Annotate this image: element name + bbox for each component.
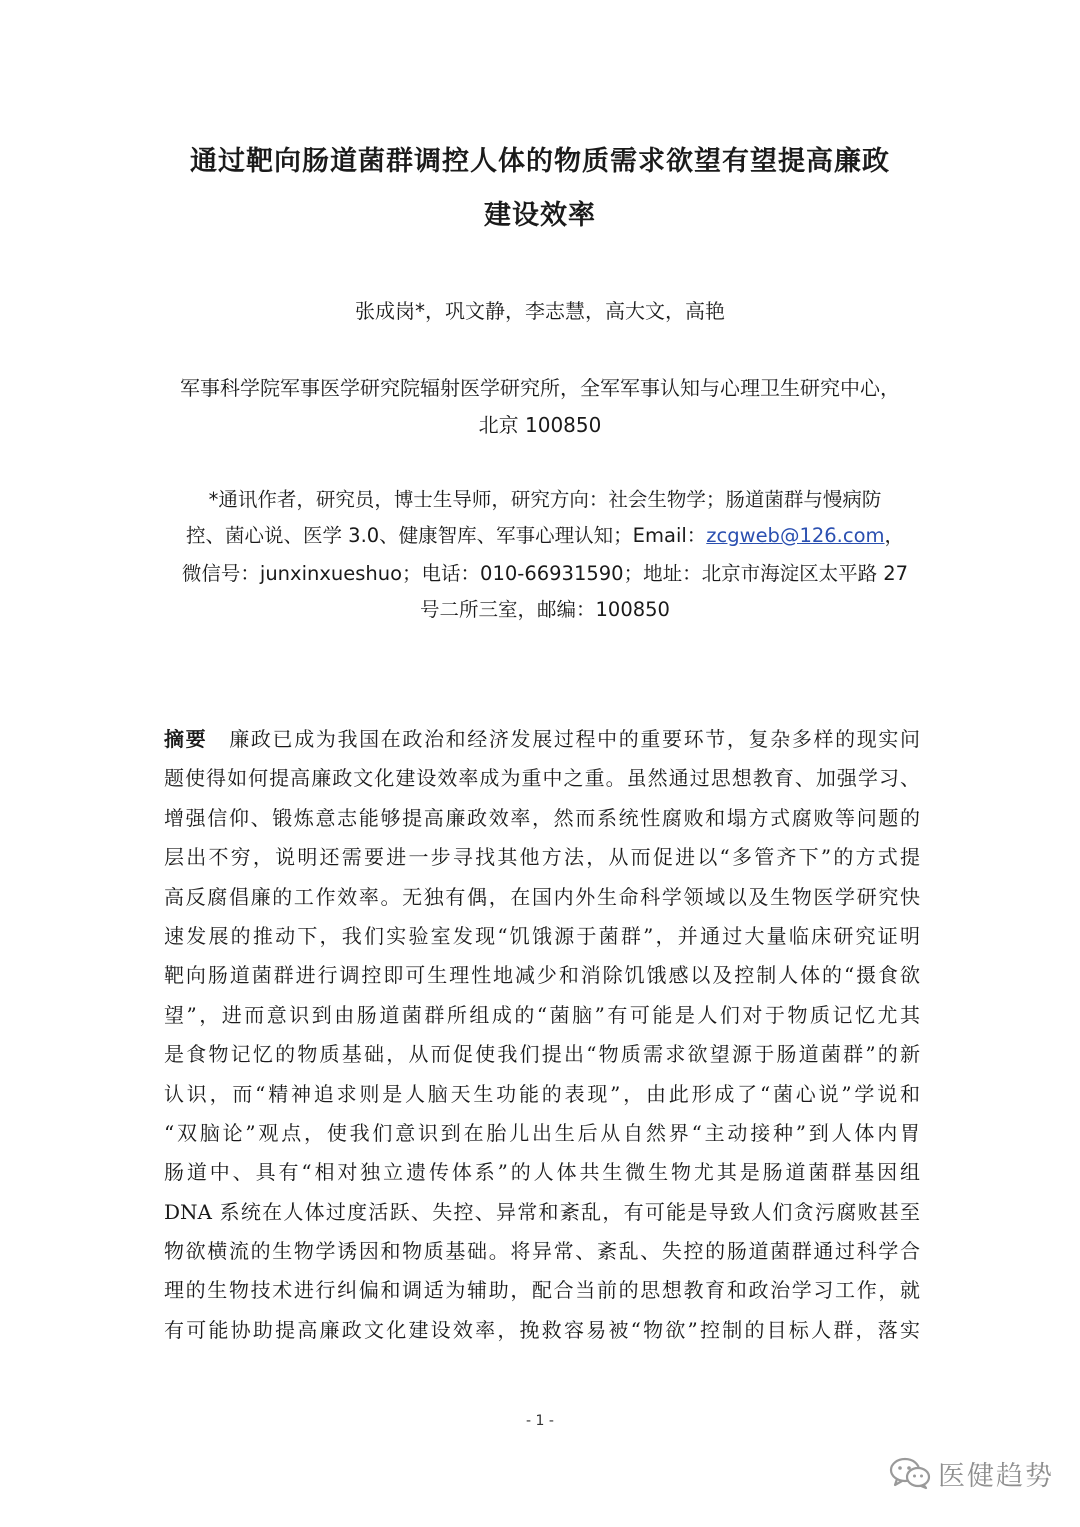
affiliation-line-1: 军事科学院军事医学研究院辐射医学研究所，全军军事认知与心理卫生研究中心， xyxy=(180,376,900,400)
author-list: 张成岗*，巩文静，李志慧，高大文，高艳 xyxy=(355,299,725,323)
abstract-line xyxy=(164,720,920,759)
abstract-line: 高反腐倡廉的工作效率。无独有偶，在国内外生命科学领域以及生物医学研究快 xyxy=(164,884,920,909)
corresponding-line-2-suffix: ， xyxy=(884,524,905,547)
abstract-line: DNA 系统在人体过度活跃、失控、异常和紊乱，有可能是导致人们贪污腐败甚至 xyxy=(164,1199,920,1224)
abstract-line: “双脑论”观点，使我们意识到在胎儿出生后从自然界“主动接种”到人体内胃 xyxy=(164,1120,920,1145)
abstract-line: 题使得如何提高廉政文化建设效率成为重中之重。虽然通过思想教育、加强学习、 xyxy=(164,766,920,791)
abstract-line: 认识，而“精神追求则是人脑天生功能的表现”，由此形成了“菌心说”学说和 xyxy=(164,1081,920,1106)
source-watermark xyxy=(888,1453,1054,1493)
watermark-text: 医健趋势 xyxy=(938,1460,1054,1492)
abstract-line-text: 廉政已成为我国在政治和经济发展过程中的重要环节，复杂多样的现实问 xyxy=(229,727,920,751)
abstract-line: 是食物记忆的物质基础，从而促使我们提出“物质需求欲望源于肠道菌群”的新 xyxy=(164,1042,920,1067)
paper-title-line-1: 通过靶向肠道菌群调控人体的物质需求欲望有望提高廉政 xyxy=(190,146,890,177)
abstract-line: 有可能协助提高廉政文化建设效率，挽救容易被“物欲”控制的目标人群，落实 xyxy=(164,1317,920,1342)
abstract-line: 增强信仰、锻炼意志能够提高廉政效率，然而系统性腐败和塌方式腐败等问题的 xyxy=(164,805,920,830)
corresponding-line-2-prefix: 控、菌心说、医学 3.0、健康智库、军事心理认知；Email： xyxy=(185,524,707,547)
corresponding-author-line-1: *通讯作者，研究员，博士生导师，研究方向：社会生物学；肠道菌群与慢病防 xyxy=(208,488,882,511)
abstract-line: 层出不穷，说明还需要进一步寻找其他方法，从而促进以“多管齐下”的方式提 xyxy=(164,845,920,870)
paper-title-line-2: 建设效率 xyxy=(484,200,596,231)
wechat-icon xyxy=(888,1456,932,1490)
page-number: - 1 - xyxy=(526,1413,554,1429)
email-link[interactable]: zcgweb@126.com xyxy=(706,524,885,547)
abstract-line: 理的生物技术进行纠偏和调适为辅助，配合当前的思想教育和政治学习工作，就 xyxy=(164,1278,920,1303)
abstract-line: 靶向肠道菌群进行调控即可生理性地减少和消除饥饿感以及控制人体的“摄食欲 xyxy=(164,963,920,988)
abstract-line: 速发展的推动下，我们实验室发现“饥饿源于菌群”，并通过大量临床研究证明 xyxy=(164,923,920,948)
abstract-section xyxy=(164,720,920,1350)
abstract-line: 物欲横流的生物学诱因和物质基础。将异常、紊乱、失控的肠道菌群通过科学合 xyxy=(164,1239,920,1264)
abstract-line: 肠道中、具有“相对独立遗传体系”的人体共生微生物尤其是肠道菌群基因组 xyxy=(164,1160,920,1185)
abstract-line: 望”，进而意识到由肠道菌群所组成的“菌脑”有可能是人们对于物质记忆尤其 xyxy=(164,1002,920,1027)
corresponding-author-line-3: 微信号：junxinxueshuo；电话：010-66931590；地址：北京市海淀区太平路 27 xyxy=(181,562,909,585)
corresponding-author-line-2 xyxy=(150,518,940,554)
corresponding-author-line-4: 号二所三室，邮编：100850 xyxy=(420,598,670,621)
abstract-label: 摘要 xyxy=(164,727,208,751)
affiliation-line-2: 北京 100850 xyxy=(478,413,602,437)
